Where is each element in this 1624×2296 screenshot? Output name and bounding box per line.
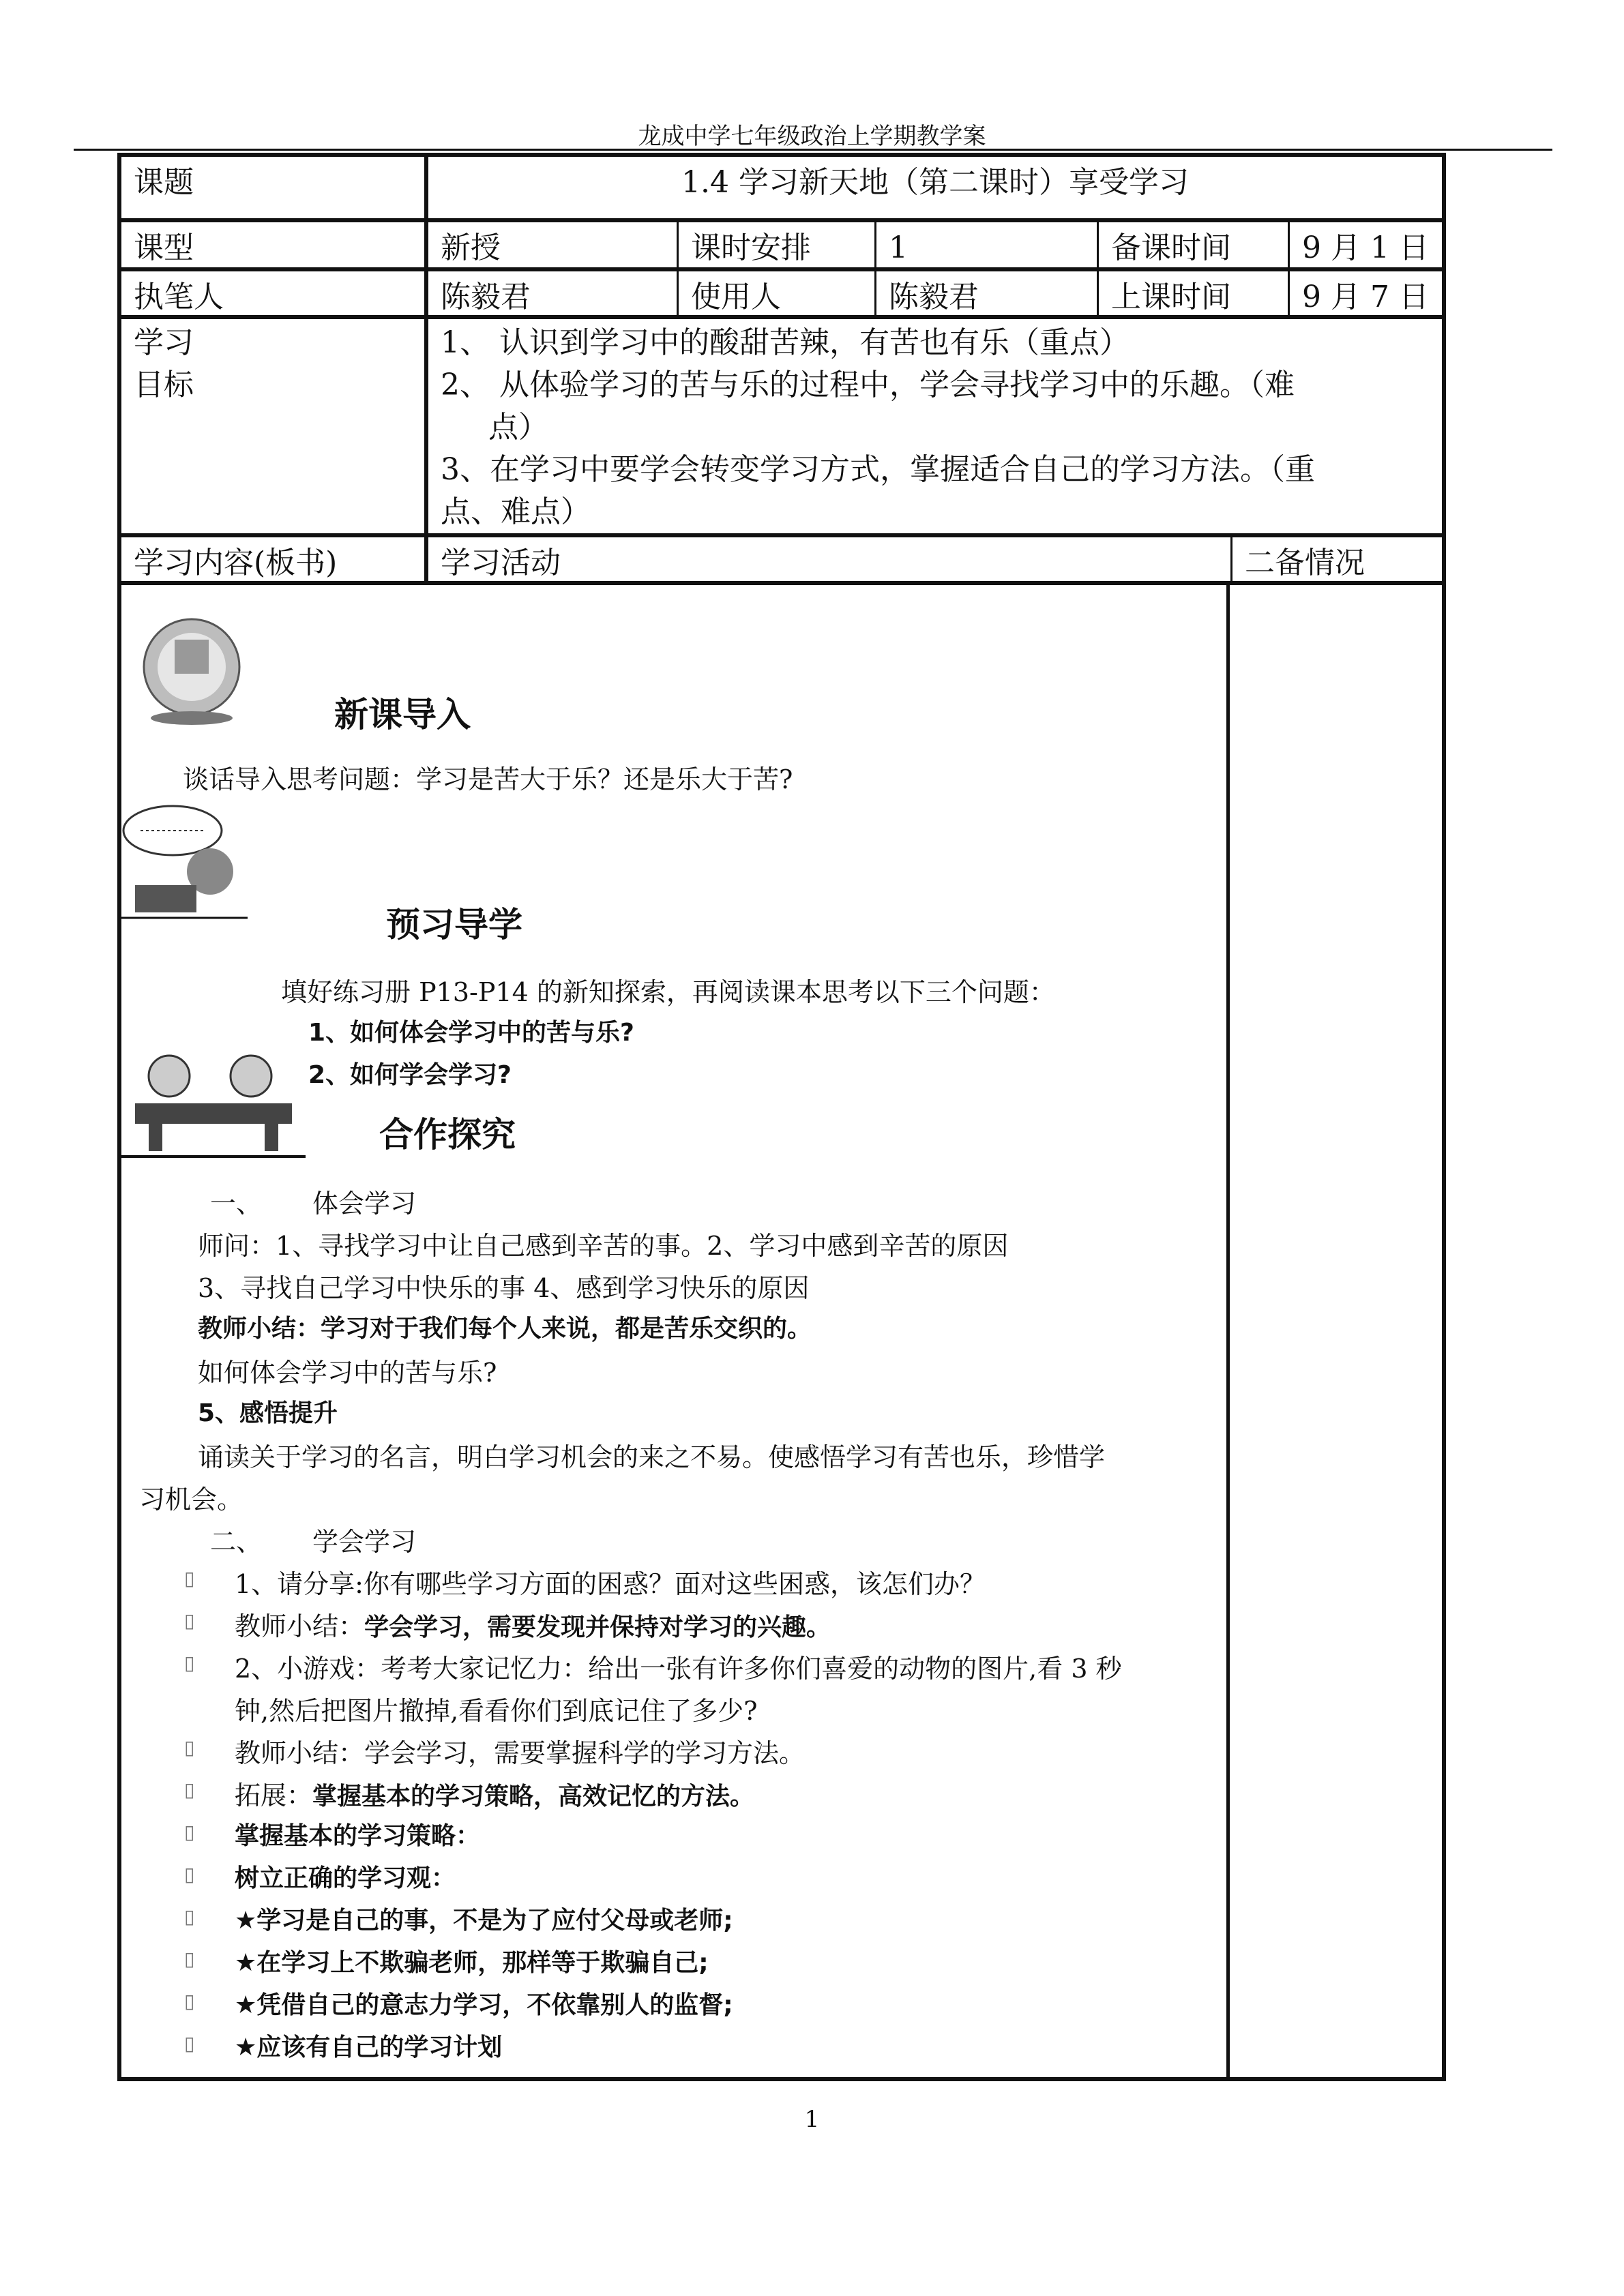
bullet-marker: ▯ <box>184 1821 195 1843</box>
prep-label: 备课时间 <box>1097 222 1288 267</box>
summary-interest: 学会学习，需要发现并保持对学习的兴趣。 <box>364 1613 831 1641</box>
bullet-marker: ▯ <box>184 1948 195 1970</box>
type-label: 课型 <box>134 230 194 265</box>
prep-value: 9 月 1 日 <box>1288 222 1442 267</box>
section-2-title: 学会学习 <box>312 1527 417 1557</box>
heading-explore: 合作探究 <box>379 1115 516 1154</box>
second-prep-head: 二备情况 <box>1230 537 1442 581</box>
goals-content <box>424 319 1442 533</box>
extend-content: 掌握基本的学习策略，高效记忆的方法。 <box>312 1783 755 1810</box>
row-type <box>121 222 1442 271</box>
author-value: 陈毅君 <box>424 271 677 315</box>
schedule-value: 1 <box>874 222 1097 267</box>
item-memory-game-cont: 钟,然后把图片撤掉,看看你们到底记住了多少? <box>235 1696 758 1726</box>
line-happy-things: 3、寻找自己学习中快乐的事 4、感到学习快乐的原因 <box>198 1273 810 1303</box>
item-extend <box>235 1774 754 1812</box>
preview-question-2: 2、如何学会学习? <box>308 1061 512 1089</box>
item-star-4: ★应该有自己的学习计划 <box>235 2033 503 2061</box>
item-share: 1、请分享:你有哪些学习方面的困惑？面对这些困惑，该怎们办？ <box>235 1569 986 1599</box>
row-topic <box>121 157 1442 222</box>
goals-label-line1: 学习 <box>134 325 194 360</box>
summary-prefix: 教师小结： <box>235 1611 365 1641</box>
crystal-ball-image <box>141 612 243 728</box>
line-recite-a: 诵读关于学习的名言，明白学习机会的来之不易。使感悟学习有苦也乐，珍惜学 <box>198 1442 1106 1472</box>
extend-prefix: 拓展： <box>235 1780 313 1810</box>
bullet-marker: ▯ <box>184 1567 195 1590</box>
line-insight: 5、感悟提升 <box>198 1399 338 1427</box>
section-1-title: 体会学习 <box>312 1189 417 1219</box>
topic-title: 1.4 学习新天地（第二课时）享受学习 <box>424 157 1442 218</box>
kids-studying-image <box>121 1035 306 1158</box>
row-goals <box>121 319 1442 537</box>
section-2-number: 二、 <box>210 1527 263 1557</box>
row-column-heads <box>121 537 1442 585</box>
goal-3: 3、在学习中要学会转变学习方式，掌握适合自己的学习方法。（重 <box>441 452 1315 487</box>
schedule-label: 课时安排 <box>677 222 874 267</box>
heading-intro: 新课导入 <box>334 695 471 734</box>
intro-text: 谈话导入思考问题：学习是苦大于乐？还是乐大于苦? <box>183 764 793 794</box>
author-label: 执笔人 <box>134 280 224 314</box>
line-how-experience: 如何体会学习中的苦与乐? <box>198 1358 497 1388</box>
user-value: 陈毅君 <box>874 271 1097 315</box>
lesson-plan-table <box>117 153 1446 2081</box>
page-header: 龙成中学七年级政治上学期教学案 <box>638 123 986 150</box>
header-rule <box>74 149 1552 151</box>
goals-label-line2: 目标 <box>134 368 194 402</box>
thinking-cartoon-image <box>121 803 248 919</box>
line-teacher-question: 师问：1、寻找学习中让自己感到辛苦的事。2、学习中感到辛苦的原因 <box>198 1231 1009 1261</box>
content-head: 学习内容(板书) <box>134 546 338 580</box>
item-star-1: ★学习是自己的事，不是为了应付父母或老师; <box>235 1907 733 1935</box>
item-summary-interest <box>235 1605 831 1643</box>
bullet-marker: ▯ <box>184 2032 195 2055</box>
class-time-value: 9 月 7 日 <box>1288 271 1442 315</box>
user-label: 使用人 <box>677 271 874 315</box>
bullet-marker: ▯ <box>184 1990 195 2012</box>
class-time-label: 上课时间 <box>1097 271 1288 315</box>
item-star-3: ★凭借自己的意志力学习，不依靠别人的监督; <box>235 1991 733 2019</box>
item-strategy: 掌握基本的学习策略： <box>235 1822 481 1850</box>
preview-question-1: 1、如何体会学习中的苦与乐? <box>308 1019 634 1047</box>
goals-label <box>121 319 424 533</box>
bullet-marker: ▯ <box>184 1778 195 1801</box>
bullet-marker: ▯ <box>184 1905 195 1928</box>
bullet-marker: ▯ <box>184 1863 195 1885</box>
item-star-2: ★在学习上不欺骗老师，那样等于欺骗自己; <box>235 1949 709 1977</box>
bullet-marker: ▯ <box>184 1652 195 1674</box>
page-number: 1 <box>804 2106 820 2133</box>
lecture-body <box>121 585 1226 2077</box>
second-prep-column-line <box>1226 585 1230 2077</box>
item-attitude: 树立正确的学习观： <box>235 1864 456 1892</box>
heading-preview: 预习导学 <box>386 905 522 944</box>
goal-2: 2、 从体验学习的苦与乐的过程中，学会寻找学习中的乐趣。（难 <box>441 368 1295 402</box>
preview-text: 填好练习册 P13-P14 的新知探索，再阅读课本思考以下三个问题： <box>281 977 1055 1007</box>
item-summary-method: 教师小结：学会学习，需要掌握科学的学习方法。 <box>235 1738 806 1768</box>
row-author <box>121 271 1442 319</box>
topic-label: 课题 <box>134 165 194 200</box>
bullet-marker: ▯ <box>184 1609 195 1632</box>
line-teacher-summary: 教师小结：学习对于我们每个人来说，都是苦乐交织的。 <box>198 1315 812 1343</box>
line-recite-b: 习机会。 <box>139 1485 243 1515</box>
type-value: 新授 <box>424 222 677 267</box>
goal-3-cont: 点、难点） <box>441 494 591 529</box>
section-1-number: 一、 <box>210 1189 263 1219</box>
activity-head: 学习活动 <box>424 537 1230 581</box>
bullet-marker: ▯ <box>184 1736 195 1759</box>
goal-1: 1、 认识到学习中的酸甜苦辣，有苦也有乐（重点） <box>441 325 1130 360</box>
item-memory-game: 2、小游戏：考考大家记忆力：给出一张有许多你们喜爱的动物的图片,看 3 秒 <box>235 1654 1122 1684</box>
goal-2-cont: 点） <box>488 410 548 445</box>
